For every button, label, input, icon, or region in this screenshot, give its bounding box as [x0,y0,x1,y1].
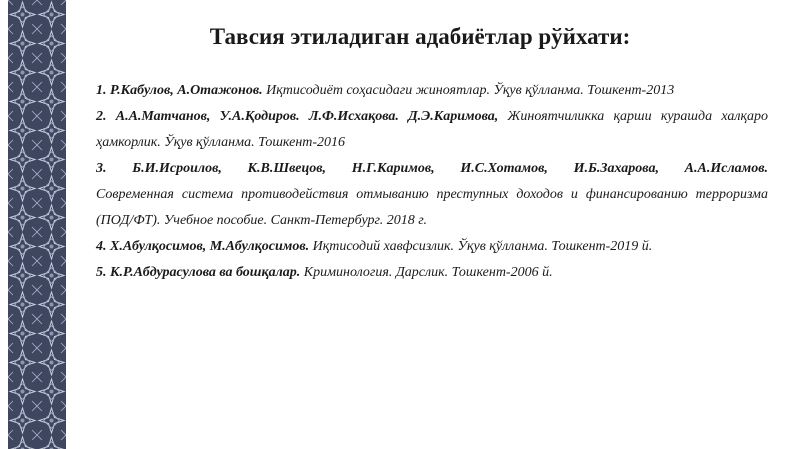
reference-authors: 2. А.А.Матчанов, У.А.Қодиров. Л.Ф.Исхақова. Д.Э.Каримова, [96,109,499,124]
reference-text: Криминология. Дарслик. Тошкент-2006 й. [300,265,553,280]
reference-authors: 4. Х.Абулқосимов, М.Абулқосимов. [96,239,310,254]
page-title: Тавсия этиладиган адабиётлар рўйхати: [209,24,631,49]
reference-item-4 [96,234,768,260]
reference-text: Иқтисодий хавфсизлик. Ўқув қўлланма. Тошкент-2019 й. [309,239,653,254]
reference-authors: 5. К.Р.Абдурасулова ва бошқалар. [96,265,301,280]
reference-item-1 [96,78,768,104]
references-list [96,78,768,286]
geometric-pattern-icon [8,0,66,449]
reference-authors: 3. Б.И.Исроилов, К.В.Швецов, Н.Г.Каримов, И.С.Хотамов, И.Б.Захарова, А.А.Исламов. [96,161,768,176]
reference-text: Жиноятчиликка қарши курашда халқаро ҳамкорлик. Ўқув қўлланма. Тошкент-2016 [96,109,768,150]
reference-item-5 [96,260,768,286]
reference-item-2 [96,104,768,156]
reference-text: Современная система противодействия отмыванию преступных доходов и финансированию терроризма (ПОД/ФТ). Учебное пособие. Санкт-Петербург. 2018 г. [96,187,768,228]
reference-item-3 [96,156,768,234]
reference-authors: 1. Р.Кабулов, А.Отажонов. [96,83,263,98]
decorative-ornament-border [8,0,66,449]
reference-text: Иқтисодиёт соҳасидаги жиноятлар. Ўқув қўлланма. Тошкент-2013 [262,83,675,98]
